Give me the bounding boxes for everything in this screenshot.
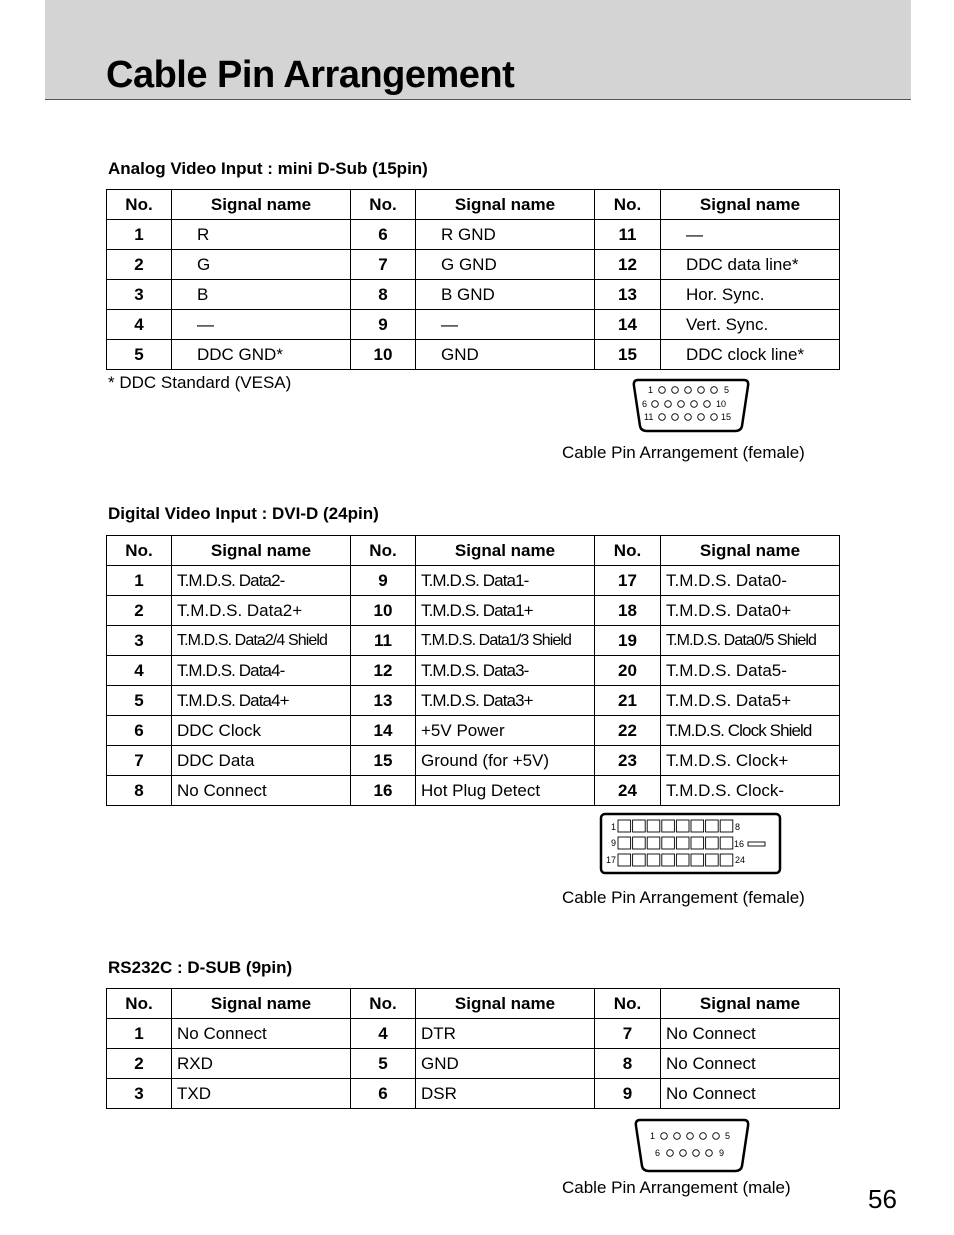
header-signal-name: Signal name (172, 989, 351, 1019)
signal-name: B GND (416, 280, 595, 310)
signal-name: No Connect (172, 1019, 351, 1049)
page-number: 56 (868, 1184, 897, 1214)
signal-name: No Connect (661, 1019, 840, 1049)
table-row (107, 566, 840, 596)
dvi-d-connector-icon (598, 812, 784, 876)
digital-section-title: Digital Video Input : DVI-D (24pin) (108, 504, 379, 523)
signal-name: TXD (172, 1079, 351, 1109)
pin-number: 14 (351, 716, 416, 746)
header-signal-name: Signal name (172, 190, 351, 220)
signal-name: T.M.D.S. Data4+ (172, 686, 351, 716)
signal-name: T.M.D.S. Data0- (661, 566, 840, 596)
table-row (107, 746, 840, 776)
pin-number: 9 (351, 310, 416, 340)
header-no: No. (107, 989, 172, 1019)
pin-number: 10 (351, 340, 416, 370)
signal-name: G GND (416, 250, 595, 280)
rs232c-pin-table (106, 988, 840, 1109)
table-row (107, 1079, 840, 1109)
dvi-pin (662, 854, 675, 866)
pin-label: 1 (611, 822, 617, 832)
signal-name: T.M.D.S. Data5+ (661, 686, 840, 716)
signal-name: T.M.D.S. Data1+ (416, 596, 595, 626)
pin-number: 6 (351, 1079, 416, 1109)
dvi-pin (676, 854, 689, 866)
signal-name: G (172, 250, 351, 280)
pin-number: 4 (107, 656, 172, 686)
pin-label: 6 (642, 399, 648, 409)
header-no: No. (595, 190, 661, 220)
dvi-pin (706, 854, 719, 866)
dvi-pin (691, 820, 704, 832)
signal-name: T.M.D.S. Data2- (172, 566, 351, 596)
signal-name: R (172, 220, 351, 250)
signal-name: T.M.D.S. Clock- (661, 776, 840, 806)
table-header-row (107, 989, 840, 1019)
pin-number: 15 (351, 746, 416, 776)
signal-name: T.M.D.S. Clock+ (661, 746, 840, 776)
header-signal-name: Signal name (416, 989, 595, 1019)
signal-name: T.M.D.S. Data0+ (661, 596, 840, 626)
signal-name: DDC Data (172, 746, 351, 776)
pin-number: 8 (107, 776, 172, 806)
signal-name: T.M.D.S. Data0/5 Shield (661, 626, 840, 656)
signal-name: Hot Plug Detect (416, 776, 595, 806)
pin-label: 5 (725, 1131, 731, 1141)
table-row (107, 250, 840, 280)
pin-number: 4 (107, 310, 172, 340)
table-row (107, 1019, 840, 1049)
dvi-pin (647, 837, 660, 849)
pin-number: 20 (595, 656, 661, 686)
signal-name: B (172, 280, 351, 310)
pin-number: 12 (595, 250, 661, 280)
dvi-pin (633, 837, 646, 849)
pin-number: 16 (351, 776, 416, 806)
signal-name: DDC clock line* (661, 340, 840, 370)
signal-name: T.M.D.S. Data2+ (172, 596, 351, 626)
pin-number: 13 (351, 686, 416, 716)
dvi-pin (618, 820, 631, 832)
digital-pin-table (106, 535, 840, 806)
pin-number: 7 (351, 250, 416, 280)
analog-pin-table (106, 189, 840, 370)
header-no: No. (595, 989, 661, 1019)
dvi-pin (691, 854, 704, 866)
pin-number: 19 (595, 626, 661, 656)
signal-name: RXD (172, 1049, 351, 1079)
signal-name: Hor. Sync. (661, 280, 840, 310)
table-row (107, 776, 840, 806)
dvi-pin (706, 837, 719, 849)
header-no: No. (107, 190, 172, 220)
dvi-pin (618, 854, 631, 866)
mini-dsub-15-connector-icon (630, 376, 752, 436)
table-row (107, 656, 840, 686)
pin-number: 5 (107, 686, 172, 716)
analog-section-title: Analog Video Input : mini D-Sub (15pin) (108, 159, 428, 178)
dvi-pin (720, 820, 733, 832)
pin-number: 6 (107, 716, 172, 746)
signal-name: T.M.D.S. Data3+ (416, 686, 595, 716)
table-row (107, 686, 840, 716)
header-no: No. (351, 190, 416, 220)
pin-number: 13 (595, 280, 661, 310)
dvi-pin (676, 820, 689, 832)
pin-number: 11 (595, 220, 661, 250)
pin-label: 11 (644, 412, 654, 422)
dvi-pin (706, 820, 719, 832)
dvi-pin (691, 837, 704, 849)
header-no: No. (351, 536, 416, 566)
signal-name: T.M.D.S. Data3- (416, 656, 595, 686)
pin-number: 3 (107, 1079, 172, 1109)
signal-name: No Connect (661, 1049, 840, 1079)
dvi-pin (662, 837, 675, 849)
signal-name: T.M.D.S. Data4- (172, 656, 351, 686)
pin-label: 9 (719, 1148, 725, 1158)
pin-number: 12 (351, 656, 416, 686)
signal-name: — (416, 310, 595, 340)
header-signal-name: Signal name (416, 190, 595, 220)
ddc-footnote: * DDC Standard (VESA) (108, 373, 292, 392)
signal-name: — (661, 220, 840, 250)
pin-number: 18 (595, 596, 661, 626)
header-signal-name: Signal name (416, 536, 595, 566)
pin-number: 4 (351, 1019, 416, 1049)
page-title: Cable Pin Arrangement (106, 54, 515, 96)
pin-label: 10 (716, 399, 727, 409)
rs232c-connector-caption: Cable Pin Arrangement (male) (562, 1178, 791, 1197)
dvi-pin (720, 854, 733, 866)
pin-number: 7 (595, 1019, 661, 1049)
table-row (107, 280, 840, 310)
dvi-pin (647, 854, 660, 866)
pin-label: 24 (735, 855, 746, 865)
table-row (107, 220, 840, 250)
pin-number: 21 (595, 686, 661, 716)
signal-name: T.M.D.S. Clock Shield (661, 716, 840, 746)
pin-number: 2 (107, 596, 172, 626)
rs232c-section-title: RS232C : D-SUB (9pin) (108, 958, 293, 977)
dvi-pin-grid (618, 820, 733, 866)
pin-number: 15 (595, 340, 661, 370)
signal-name: T.M.D.S. Data1- (416, 566, 595, 596)
table-row (107, 716, 840, 746)
pin-number: 17 (595, 566, 661, 596)
header-signal-name: Signal name (661, 536, 840, 566)
pin-number: 2 (107, 1049, 172, 1079)
header-no: No. (351, 989, 416, 1019)
pin-number: 9 (351, 566, 416, 596)
pin-number: 5 (351, 1049, 416, 1079)
pin-label: 15 (721, 412, 732, 422)
pin-number: 24 (595, 776, 661, 806)
signal-name: T.M.D.S. Data1/3 Shield (416, 626, 595, 656)
pin-number: 22 (595, 716, 661, 746)
signal-name: Vert. Sync. (661, 310, 840, 340)
dvi-pin (662, 820, 675, 832)
pin-label: 9 (611, 838, 617, 848)
pin-number: 10 (351, 596, 416, 626)
pin-number: 2 (107, 250, 172, 280)
dvi-pin (676, 837, 689, 849)
table-row (107, 340, 840, 370)
digital-connector-caption: Cable Pin Arrangement (female) (562, 888, 805, 907)
table-header-row (107, 190, 840, 220)
signal-name: R GND (416, 220, 595, 250)
table-row (107, 1049, 840, 1079)
pin-number: 8 (351, 280, 416, 310)
pin-number: 3 (107, 280, 172, 310)
dvi-pin (647, 820, 660, 832)
pin-number: 5 (107, 340, 172, 370)
header-signal-name: Signal name (661, 190, 840, 220)
pin-label: 17 (606, 855, 617, 865)
signal-name: DDC GND* (172, 340, 351, 370)
pin-number: 1 (107, 220, 172, 250)
pin-label: 6 (655, 1148, 661, 1158)
table-row (107, 310, 840, 340)
signal-name: DDC data line* (661, 250, 840, 280)
signal-name: T.M.D.S. Data5- (661, 656, 840, 686)
header-signal-name: Signal name (172, 536, 351, 566)
signal-name: DDC Clock (172, 716, 351, 746)
pin-number: 8 (595, 1049, 661, 1079)
dvi-pin (618, 837, 631, 849)
pin-number: 1 (107, 566, 172, 596)
dvi-pin (633, 820, 646, 832)
dvi-pin (633, 854, 646, 866)
pin-label: 1 (648, 385, 654, 395)
signal-name: DTR (416, 1019, 595, 1049)
pin-label: 8 (735, 822, 741, 832)
header-signal-name: Signal name (661, 989, 840, 1019)
pin-number: 7 (107, 746, 172, 776)
dvi-pin (720, 837, 733, 849)
pin-number: 9 (595, 1079, 661, 1109)
signal-name: GND (416, 1049, 595, 1079)
signal-name: DSR (416, 1079, 595, 1109)
table-row (107, 596, 840, 626)
signal-name: T.M.D.S. Data2/4 Shield (172, 626, 351, 656)
pin-label: 1 (650, 1131, 656, 1141)
signal-name: GND (416, 340, 595, 370)
pin-number: 23 (595, 746, 661, 776)
pin-number: 3 (107, 626, 172, 656)
signal-name: No Connect (172, 776, 351, 806)
pin-number: 11 (351, 626, 416, 656)
pin-label: 16 (734, 839, 745, 849)
dsub-9-connector-icon (632, 1117, 752, 1175)
signal-name: — (172, 310, 351, 340)
pin-label: 5 (724, 385, 730, 395)
header-no: No. (107, 536, 172, 566)
pin-number: 14 (595, 310, 661, 340)
header-no: No. (595, 536, 661, 566)
analog-connector-caption: Cable Pin Arrangement (female) (562, 443, 805, 462)
table-row (107, 626, 840, 656)
pin-number: 6 (351, 220, 416, 250)
signal-name: No Connect (661, 1079, 840, 1109)
pin-number: 1 (107, 1019, 172, 1049)
signal-name: Ground (for +5V) (416, 746, 595, 776)
signal-name: +5V Power (416, 716, 595, 746)
table-header-row (107, 536, 840, 566)
